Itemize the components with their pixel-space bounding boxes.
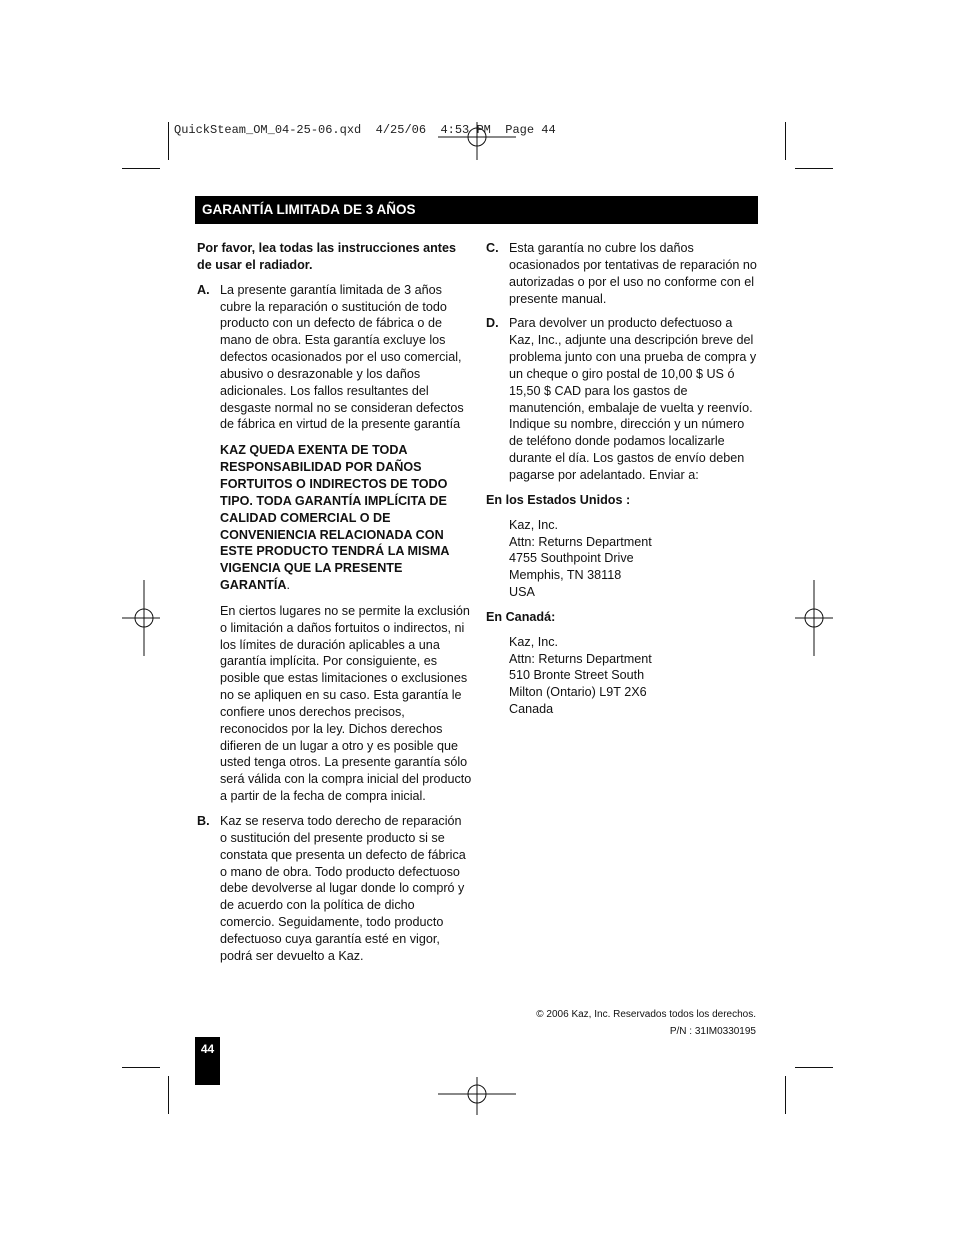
us-address	[486, 517, 758, 601]
clause-a-disclaimer	[220, 442, 472, 594]
canada-address-heading: En Canadá:	[486, 609, 556, 624]
crop-mark	[795, 168, 833, 169]
address-line: Kaz, Inc.	[509, 634, 558, 649]
registration-mark-icon	[438, 122, 516, 160]
clause-b	[197, 813, 472, 965]
clause-d-text: Para devolver un producto defectuoso a Kaz, Inc., adjunte una descripción breve del problema junto con una prueba de compra y un cheque o giro postal de 10,00 $ US ó 15,50 $ CAD para los gastos de manutención, embalaje de vuelta y reenvío. Indique su nombre, dirección y un número de teléfono donde podamos localizarle durante el día. Los gastos de envío deben pagarse por adelantado. Enviar a:	[509, 316, 757, 482]
disclaimer-end: .	[286, 578, 290, 593]
clause-letter: B.	[197, 814, 210, 828]
registration-mark-icon	[795, 580, 833, 656]
address-line: USA	[509, 585, 535, 600]
crop-mark	[795, 1067, 833, 1068]
page-number: 44	[195, 1037, 220, 1085]
footer	[536, 1006, 756, 1040]
disclaimer-text: KAZ QUEDA EXENTA DE TODA RESPONSABILIDAD POR DAÑOS FORTUITOS O INDIRECTOS DE TODO TIPO. TODA GARANTÍA IMPLÍCITA DE CALIDAD COMERCIAL O DE CONVENIENCIA RELACIONADA CON ESTE PRODUCTO TENDRÁ LA MISMA VIGENCIA QUE LA PRESENTE GARANTÍA	[220, 443, 450, 593]
clause-c-text: Esta garantía no cubre los daños ocasionados por tentativas de reparación no autorizadas o por el uso no conforme con el presente manual.	[509, 241, 757, 306]
canada-address	[486, 634, 758, 718]
address-line: 510 Bronte Street South	[509, 668, 645, 683]
part-number: P/N : 31IM0330195	[669, 1026, 756, 1037]
copyright-text: © 2006 Kaz, Inc. Reservados todos los derechos.	[536, 1009, 756, 1020]
clause-a	[197, 282, 472, 805]
address-line: Milton (Ontario) L9T 2X6	[509, 685, 647, 700]
crop-mark	[122, 168, 160, 169]
clause-a-extra: En ciertos lugares no se permite la exclusión o limitación a daños fortuitos o indirectos, ni los límites de duración aplicables a una garantía implícita. Por consiguiente, es posible que estas limitaciones o exclusiones no se apliquen en su caso. Esta garantía le confiere unos derechos precisos, reconocidos por la ley. Dichos derechos difieren de un lugar a otro y es posible que usted tenga otros. La presente garantía sólo será válida con la compra inicial del producto a partir de la fecha de compra inicial.	[220, 603, 472, 804]
address-line: 4755 Southpoint Drive	[509, 551, 634, 566]
printer-slug: QuickSteam_OM_04-25-06.qxd 4/25/06 4:53 PM Page 44	[174, 123, 556, 137]
address-line: Memphis, TN 38118	[509, 568, 622, 583]
crop-mark	[168, 1076, 169, 1114]
crop-mark	[122, 1067, 160, 1068]
clause-b-text: Kaz se reserva todo derecho de reparación o sustitución del presente producto si se constata que presenta un defecto de fábrica o mano de obra. Todo producto defectuoso debe devolverse al lugar donde lo compró y de acuerdo con la política de dicho comercio. Seguidamente, todo producto defectuoso cuya garantía esté en vigor, podrá ser devuelto a Kaz.	[220, 814, 466, 963]
clause-c	[486, 240, 758, 307]
clause-letter: D.	[486, 316, 499, 331]
crop-mark	[785, 1076, 786, 1114]
address-line: Attn: Returns Department	[509, 651, 652, 666]
crop-mark	[168, 122, 169, 160]
registration-mark-icon	[438, 1077, 516, 1115]
us-address-heading: En los Estados Unidos :	[486, 492, 631, 507]
right-column	[486, 240, 758, 718]
address-line: Canada	[509, 702, 554, 717]
address-line: Kaz, Inc.	[509, 517, 558, 532]
left-column	[197, 240, 472, 965]
clause-letter: C.	[486, 241, 499, 255]
registration-mark-icon	[122, 580, 160, 656]
intro-text: Por favor, lea todas las instrucciones antes de usar el radiador.	[197, 241, 456, 272]
crop-mark	[785, 122, 786, 160]
clause-a-text: La presente garantía limitada de 3 años cubre la reparación o sustitución de todo producto con un defecto de fábrica o de mano de obra. Esta garantía excluye los defectos ocasionados por el uso comercial, abusivo o desrazonable y los daños adicionales. Los fallos resultantes del desgaste normal no se consideran defectos de fábrica en virtud de la presente garantía	[220, 282, 464, 432]
section-title: GARANTÍA LIMITADA DE 3 AÑOS	[195, 196, 758, 224]
address-line: Attn: Returns Department	[509, 534, 652, 549]
clause-letter: A.	[197, 282, 210, 297]
clause-d	[486, 315, 758, 483]
